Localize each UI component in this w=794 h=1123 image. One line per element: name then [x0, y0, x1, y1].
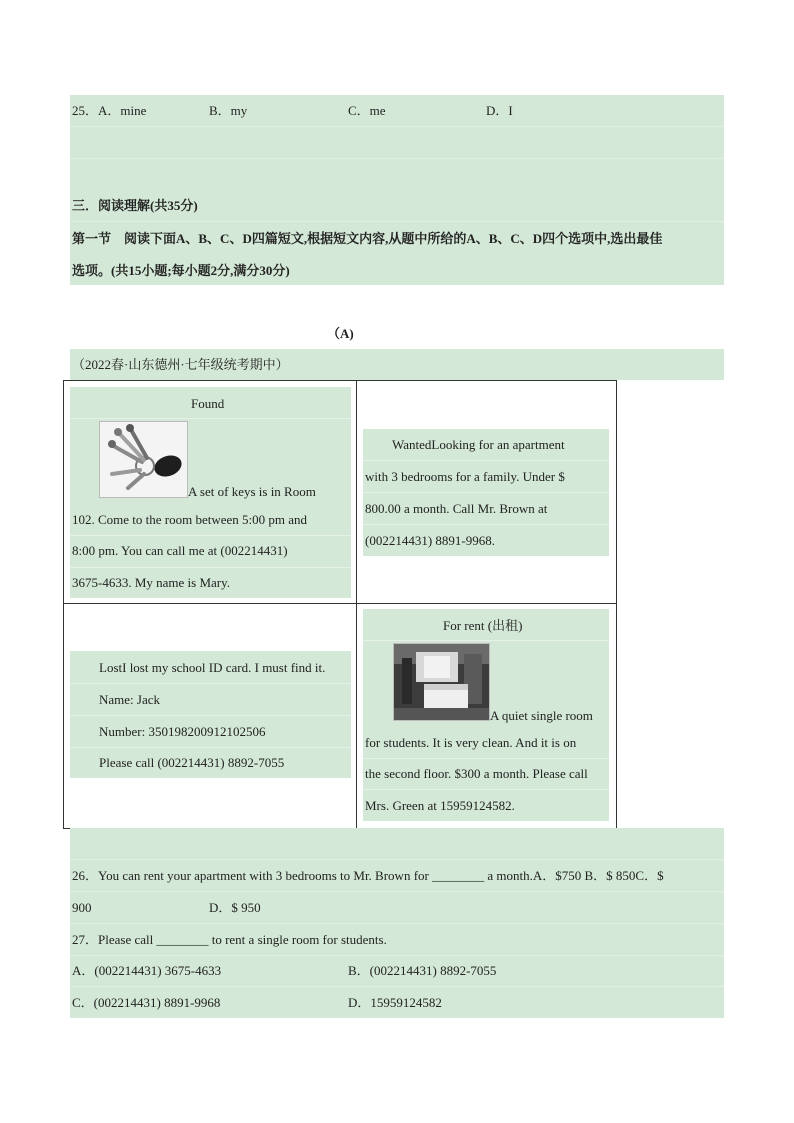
- divider: [363, 640, 609, 641]
- found-line-3: 8:00 pm. You can call me at (002214431): [72, 543, 288, 558]
- found-line-2: 102. Come to the room between 5:00 pm and: [72, 512, 308, 527]
- keys-photo: [99, 421, 188, 498]
- section3-instruction-line1: 第一节 阅读下面A、B、C、D四篇短文,根据短文内容,从题中所给的A、B、C、D四个选项中,选出最佳: [72, 231, 663, 246]
- divider: [363, 524, 609, 525]
- q27-option-b: B．(002214431) 8892-7055: [348, 963, 497, 978]
- divider: [70, 418, 351, 419]
- divider: [70, 859, 724, 860]
- divider: [70, 923, 724, 924]
- divider: [70, 535, 351, 536]
- divider: [70, 683, 351, 684]
- for-rent-line-3: the second floor. $300 a month. Please call: [365, 766, 588, 781]
- q25-option-d: D．I: [486, 103, 513, 118]
- divider: [70, 126, 724, 127]
- q25-band: [70, 95, 724, 190]
- divider: [70, 715, 351, 716]
- found-title: Found: [191, 396, 225, 411]
- q27-option-c: C．(002214431) 8891-9968: [72, 995, 221, 1010]
- divider: [70, 158, 724, 159]
- divider: [70, 567, 351, 568]
- wanted-line-2: with 3 bedrooms for a family. Under $: [365, 469, 565, 484]
- q26-stem: 26．You can rent your apartment with 3 bedrooms to Mr. Brown for ________ a month.A．$750 B．$ 850C．$: [72, 868, 664, 883]
- divider: [363, 789, 609, 790]
- divider: [363, 492, 609, 493]
- for-rent-line-2: for students. It is very clean. And it is on: [365, 735, 577, 750]
- q25-option-a: A．mine: [98, 103, 147, 118]
- room-photo: [393, 643, 490, 721]
- q26-option-d: D．$ 950: [209, 900, 261, 915]
- lost-line-3: Number: 350198200912102506: [99, 724, 266, 739]
- bedroom-icon: [394, 644, 489, 720]
- q25-option-b: B．my: [209, 103, 248, 118]
- q27-option-a: A．(002214431) 3675-4633: [72, 963, 222, 978]
- divider: [363, 460, 609, 461]
- q26-option-c-value: 900: [72, 900, 92, 915]
- found-line-1: A set of keys is in Room: [188, 484, 316, 499]
- table-row-divider: [63, 603, 616, 604]
- divider: [70, 955, 724, 956]
- for-rent-title: For rent (出租): [443, 618, 523, 633]
- found-line-4: 3675-4633. My name is Mary.: [72, 575, 231, 590]
- table-column-divider: [356, 380, 357, 828]
- passage-a-label: （A): [327, 326, 354, 341]
- wanted-line-1: WantedLooking for an apartment: [392, 437, 565, 452]
- q25-option-c: C．me: [348, 103, 386, 118]
- divider: [70, 891, 724, 892]
- keys-icon: [100, 422, 187, 497]
- divider: [70, 986, 724, 987]
- divider: [70, 747, 351, 748]
- lost-line-2: Name: Jack: [99, 692, 161, 707]
- divider: [70, 221, 724, 222]
- section3-heading: 三．阅读理解(共35分): [72, 198, 198, 213]
- divider: [363, 758, 609, 759]
- q27-stem: 27．Please call ________ to rent a single room for students.: [72, 932, 387, 947]
- for-rent-line-1: A quiet single room: [490, 708, 593, 723]
- passage-source: （2022春·山东德州·七年级统考期中）: [72, 357, 289, 372]
- for-rent-line-4: Mrs. Green at 15959124582.: [365, 798, 515, 813]
- wanted-line-4: (002214431) 8891-9968.: [365, 533, 495, 548]
- lost-line-1: LostI lost my school ID card. I must find it.: [99, 660, 326, 675]
- q25-number: 25．: [72, 103, 99, 118]
- section3-instruction-line2: 选项。(共15小题;每小题2分,满分30分): [72, 263, 290, 278]
- q25-number-option-a: [72, 103, 146, 119]
- q27-option-d: D．15959124582: [348, 995, 442, 1010]
- wanted-line-3: 800.00 a month. Call Mr. Brown at: [365, 501, 548, 516]
- lost-line-4: Please call (002214431) 8892-7055: [99, 755, 285, 770]
